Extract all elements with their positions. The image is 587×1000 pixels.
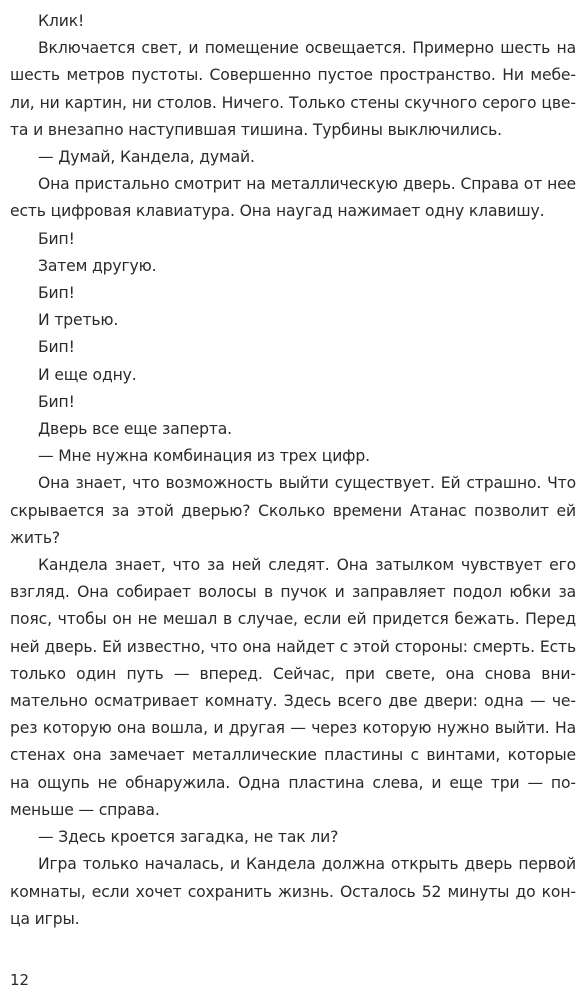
paragraph-17: Игра только началась, и Кандела должна открыть дверь первой комнаты, если хочет сохранить жизнь. Осталось 52 минуты до конца игры. [10,855,576,928]
page-text [10,8,576,933]
paragraph-6: Затем другую. [38,256,157,275]
paragraph-15: Кандела знает, что за ней следят. Она затылком чувствует его взгляд. Она собирает волосы в пучок и заправляет подол юбки за пояс, чтобы он не мешал в случае, если ей придется бежать. Перед ней дверь. Ей известно, что она найдет с этой стороны: смерть. Есть только один путь — вперед. Сейчас, при свете, она снова внимательно осматривает комнату. Здесь всего две двери: одна — через которую она вошла, и другая — через которую нужно выйти. На стенах она замечает металлические пластины с винтами, которые на ощупь не обнаружила. Одна пластина слева, и еще три — поменьше — справа. [10,556,576,819]
paragraph-8: И третью. [38,311,119,330]
paragraph-1: Клик! [38,12,85,30]
paragraph-3: — Думай, Кандела, думай. [38,148,255,167]
paragraph-11: Бип! [38,392,75,411]
paragraph-4: Она пристально смотрит на металлическую дверь. Справа от нее есть цифровая клавиатура. Она наугад нажимает одну клавишу. [10,175,576,221]
paragraph-2: Включается свет, и помещение освещается. Примерно шесть на шесть метров пустоты. Совершенно пустое пространство. Ни мебели, ни картин, ни столов. Ничего. Только стены скучного серого цвета и внезапно наступившая тишина. Турбины выключились. [10,39,576,139]
paragraph-9: Бип! [38,338,75,357]
page-number: 12 [10,971,30,989]
paragraph-5: Бип! [38,229,75,248]
paragraph-13: — Мне нужна комбинация из трех цифр. [38,447,370,466]
paragraph-14: Она знает, что возможность выйти существует. Ей страшно. Что скрывается за этой дверью? Сколько времени Атанас позволит ей жить? [10,474,576,547]
paragraph-16: — Здесь кроется загадка, не так ли? [38,828,339,847]
paragraph-12: Дверь все еще заперта. [38,420,232,439]
paragraph-10: И еще одну. [38,365,137,384]
paragraph-7: Бип! [38,284,75,303]
